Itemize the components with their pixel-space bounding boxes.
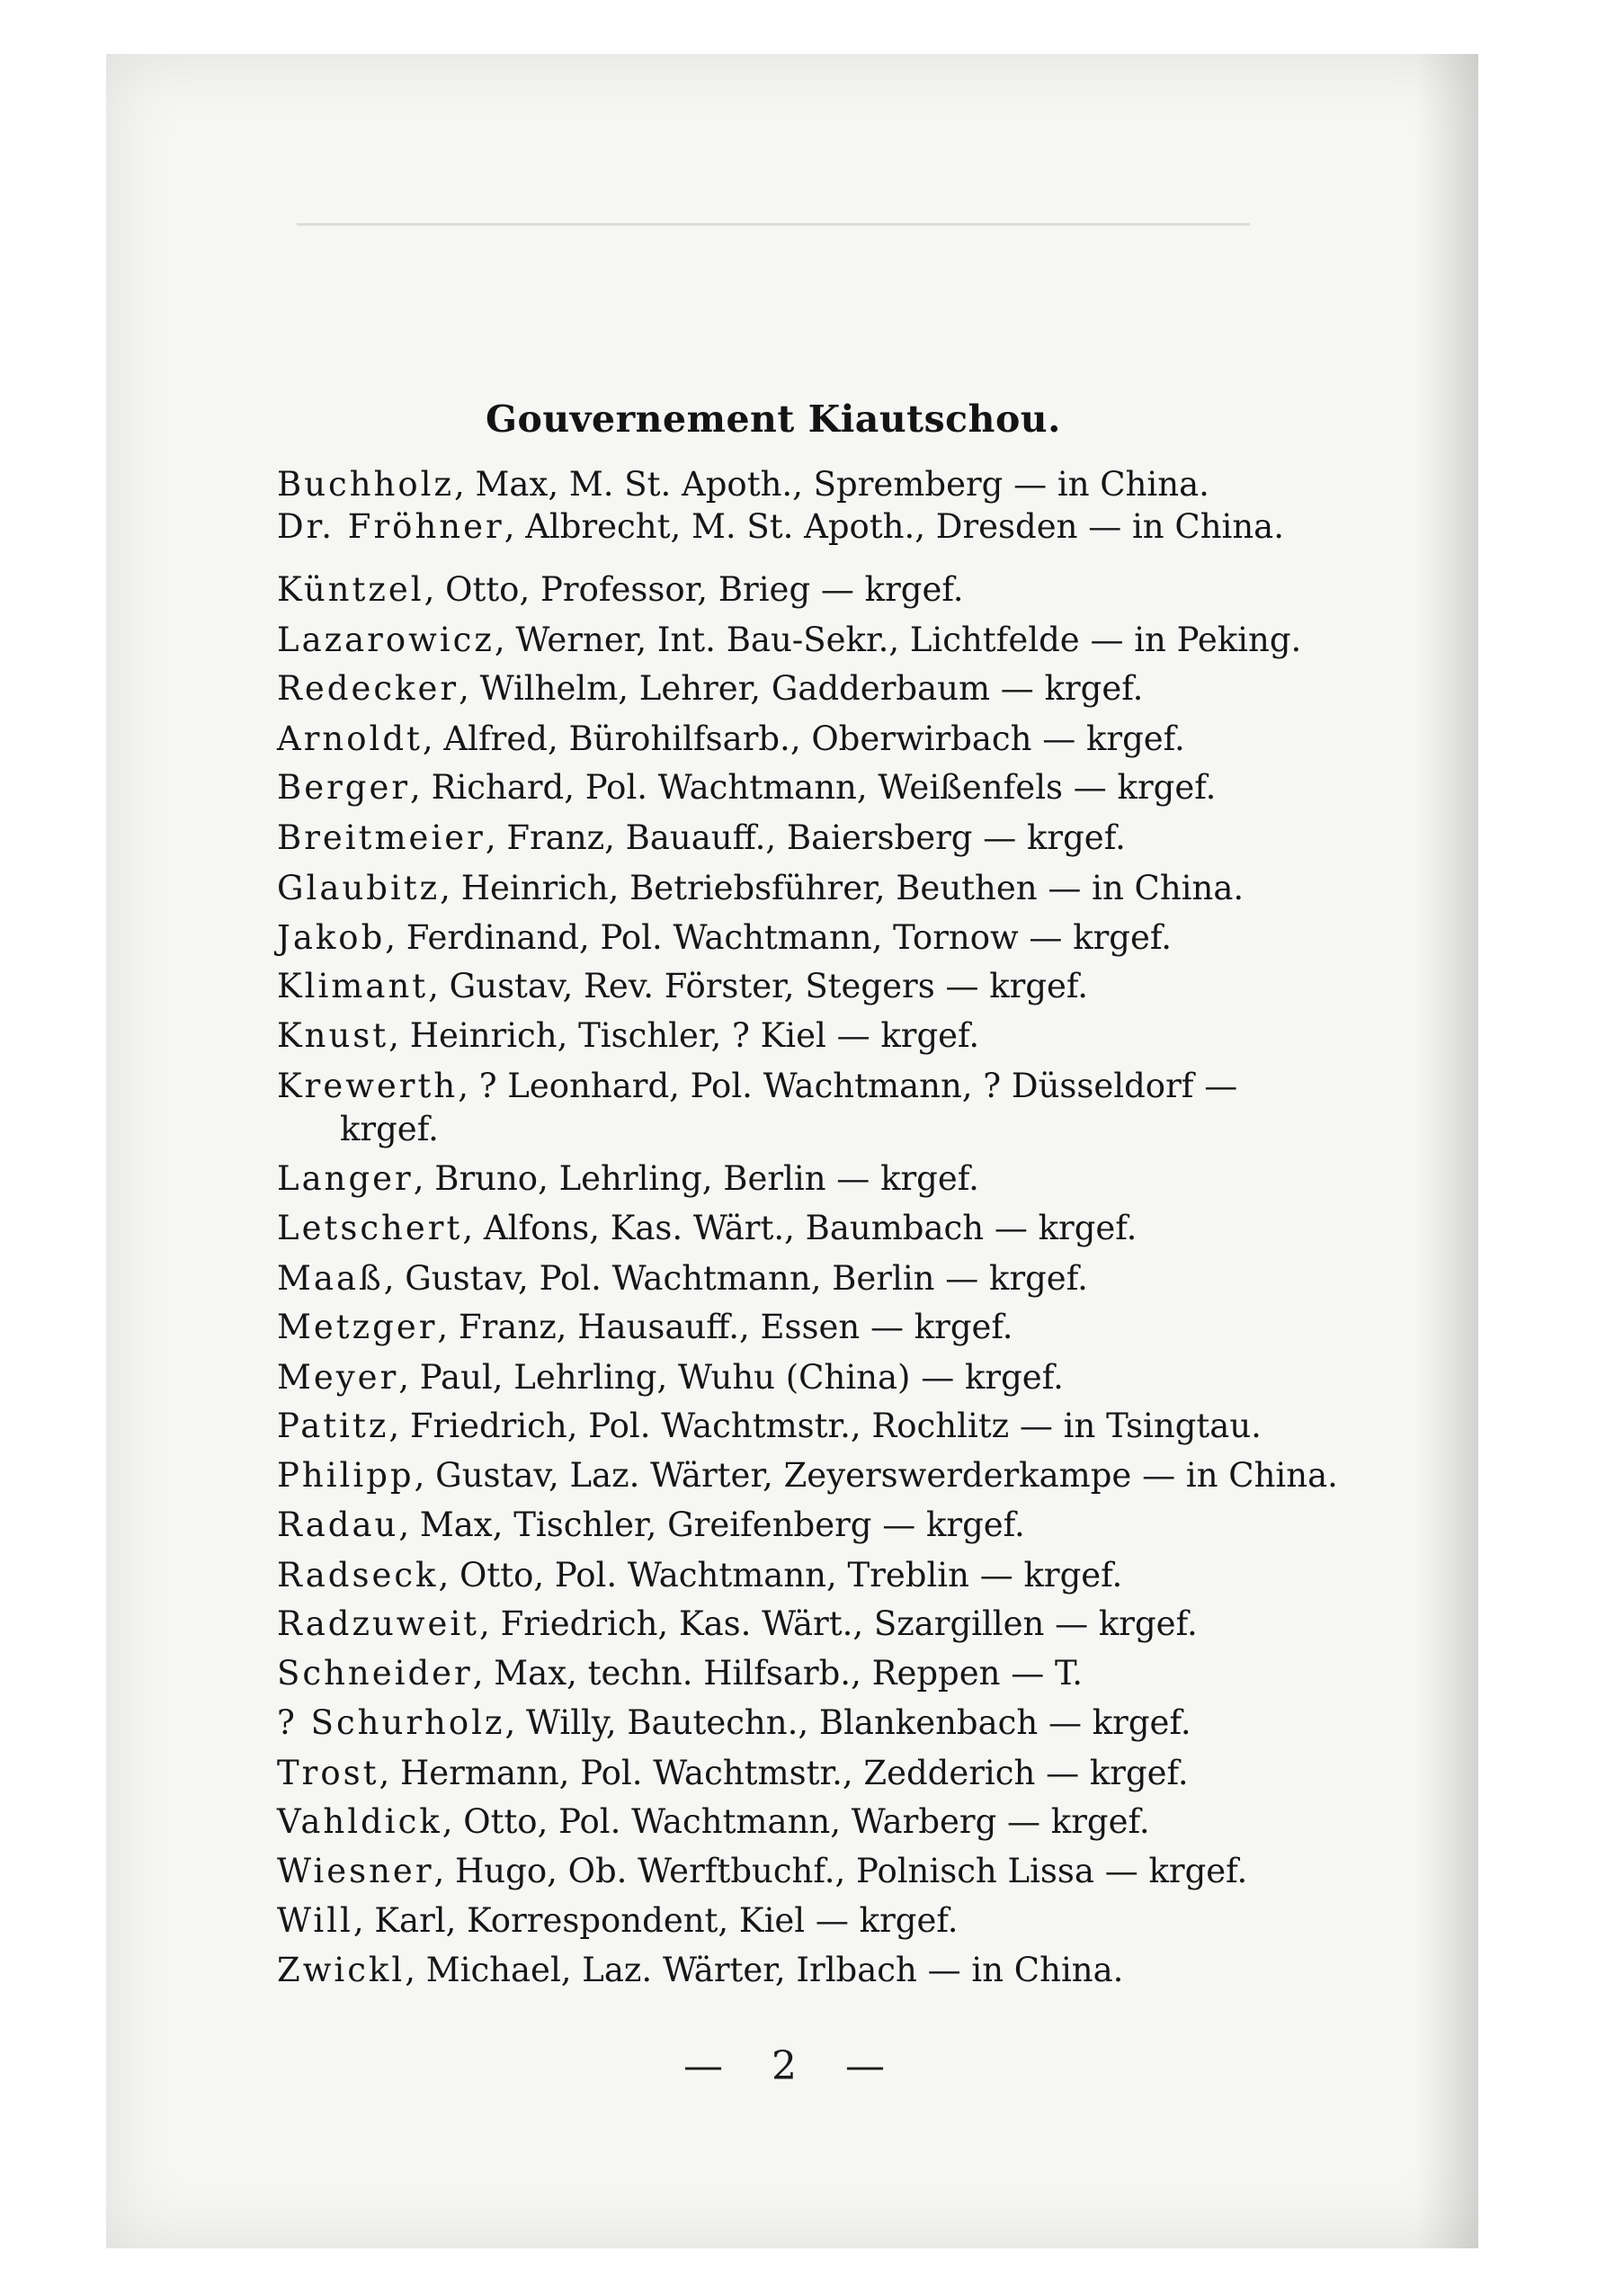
section-heading: Gouvernement Kiautschou. bbox=[486, 398, 1061, 441]
entry-details: , Otto, Professor, Brieg — krgef. bbox=[424, 570, 964, 609]
entry-surname: Will bbox=[277, 1901, 353, 1940]
entry-surname: Arnoldt bbox=[277, 719, 423, 758]
entry-details: , Heinrich, Tischler, ? Kiel — krgef. bbox=[388, 1016, 980, 1055]
entry-surname: Klimant bbox=[277, 967, 429, 1005]
list-item bbox=[277, 1505, 1025, 1544]
entry-surname: Küntzel bbox=[277, 570, 424, 609]
entry-details: , Max, techn. Hilfsarb., Reppen — T. bbox=[472, 1654, 1083, 1693]
entry-continuation: krgef. bbox=[340, 1110, 439, 1148]
entry-details: , Michael, Laz. Wärter, Irlbach — in China. bbox=[405, 1951, 1124, 1989]
entry-surname: Glaubitz bbox=[277, 869, 441, 907]
entry-details: , Karl, Korrespondent, Kiel — krgef. bbox=[352, 1901, 959, 1940]
list-item bbox=[277, 1654, 1083, 1693]
entry-surname: Jakob bbox=[277, 918, 386, 957]
entry-surname: Maaß bbox=[277, 1259, 384, 1298]
entry-details: , Hermann, Pol. Wachtmstr., Zedderich — krgef. bbox=[379, 1754, 1189, 1792]
entry-surname: ? Schurholz bbox=[277, 1703, 505, 1742]
list-item bbox=[277, 719, 1185, 758]
entry-details: , Werner, Int. Bau-Sekr., Lichtfelde — in Peking. bbox=[494, 621, 1302, 659]
entry-details: , Friedrich, Pol. Wachtmstr., Rochlitz — in Tsingtau. bbox=[388, 1407, 1262, 1445]
entry-details: , Max, Tischler, Greifenberg — krgef. bbox=[398, 1505, 1025, 1544]
entry-details: , Heinrich, Betriebsführer, Beuthen — in China. bbox=[440, 869, 1245, 907]
list-item bbox=[277, 1259, 1088, 1298]
list-item bbox=[277, 1358, 1064, 1397]
entry-surname: Knust bbox=[277, 1016, 389, 1055]
entry-details: , Gustav, Laz. Wärter, Zeyerswerderkampe — in China. bbox=[414, 1456, 1338, 1495]
entry-details: , ? Leonhard, Pol. Wachtmann, ? Düsseldorf — bbox=[458, 1067, 1238, 1105]
entry-details: , Gustav, Pol. Wachtmann, Berlin — krgef. bbox=[383, 1259, 1088, 1298]
entry-details: , Ferdinand, Pol. Wachtmann, Tornow — krgef. bbox=[385, 918, 1173, 957]
entry-details: , Albrecht, M. St. Apoth., Dresden — in China. bbox=[504, 507, 1285, 546]
entry-details: , Alfons, Kas. Wärt., Baumbach — krgef. bbox=[462, 1209, 1138, 1247]
entry-surname: Lazarowicz bbox=[277, 621, 495, 659]
entry-surname: Redecker bbox=[277, 669, 459, 708]
entry-surname: Langer bbox=[277, 1159, 414, 1198]
entry-details: , Willy, Bautechn., Blankenbach — krgef. bbox=[504, 1703, 1191, 1742]
list-item bbox=[277, 1901, 959, 1940]
list-item bbox=[277, 570, 964, 609]
list-item bbox=[277, 1211, 1137, 1245]
page-number: — 2 — bbox=[683, 2043, 903, 2089]
entry-surname: Metzger bbox=[277, 1308, 438, 1346]
entry-surname: Zwickl bbox=[277, 1951, 406, 1989]
list-item bbox=[277, 1756, 1189, 1790]
list-item bbox=[277, 1802, 1150, 1841]
entry-details: , Max, M. St. Apoth., Spremberg — in China. bbox=[454, 465, 1209, 504]
list-item bbox=[277, 1310, 1013, 1344]
entry-surname: Meyer bbox=[277, 1358, 399, 1397]
entry-surname: Radseck bbox=[277, 1556, 439, 1595]
list-item bbox=[277, 768, 1217, 807]
entry-surname: Wiesner bbox=[277, 1852, 434, 1890]
list-item bbox=[277, 871, 1244, 905]
entry-surname: Philipp bbox=[277, 1456, 415, 1495]
entry-surname: Berger bbox=[277, 768, 411, 807]
entry-details: , Friedrich, Kas. Wärt., Szargillen — krgef. bbox=[479, 1604, 1198, 1643]
entry-details: , Wilhelm, Lehrer, Gadderbaum — krgef. bbox=[459, 669, 1144, 708]
entry-surname: Vahldick bbox=[277, 1802, 442, 1841]
entry-details: , Franz, Hausauff., Essen — krgef. bbox=[437, 1308, 1013, 1346]
list-item bbox=[277, 969, 1088, 1003]
list-item bbox=[277, 623, 1301, 657]
list-item bbox=[277, 1703, 1191, 1742]
entry-details: , Franz, Bauauff., Baiersberg — krgef. bbox=[485, 818, 1126, 857]
entry-surname: Buchholz bbox=[277, 465, 455, 504]
list-item bbox=[277, 1159, 979, 1198]
entry-surname: Krewerth bbox=[277, 1067, 459, 1105]
entry-surname: Radau bbox=[277, 1505, 399, 1544]
list-item bbox=[277, 465, 1209, 504]
entry-surname: Radzuweit bbox=[277, 1604, 480, 1643]
list-item bbox=[277, 1016, 980, 1055]
list-item bbox=[277, 1067, 1238, 1148]
entry-surname: Letschert bbox=[277, 1209, 463, 1247]
entry-surname: Breitmeier bbox=[277, 818, 486, 857]
list-item bbox=[277, 1556, 1123, 1595]
entry-details: , Otto, Pol. Wachtmann, Treblin — krgef. bbox=[438, 1556, 1123, 1595]
entry-details: , Otto, Pol. Wachtmann, Warberg — krgef. bbox=[442, 1802, 1150, 1841]
list-item bbox=[277, 1409, 1262, 1443]
entry-details: , Alfred, Bürohilfsarb., Oberwirbach — krgef. bbox=[422, 719, 1185, 758]
entry-surname: Schneider bbox=[277, 1654, 473, 1693]
entry-details: , Richard, Pol. Wachtmann, Weißenfels — krgef. bbox=[410, 768, 1217, 807]
list-item bbox=[277, 1604, 1198, 1643]
entry-surname: Patitz bbox=[277, 1407, 389, 1445]
entry-details: , Paul, Lehrling, Wuhu (China) — krgef. bbox=[398, 1358, 1064, 1397]
entry-surname: Dr. Fröhner bbox=[277, 507, 504, 546]
list-item bbox=[277, 818, 1126, 857]
list-item bbox=[277, 1456, 1338, 1495]
list-item bbox=[277, 918, 1173, 957]
list-item bbox=[277, 1854, 1247, 1888]
entry-surname: Trost bbox=[277, 1754, 379, 1792]
entry-details: , Gustav, Rev. Förster, Stegers — krgef. bbox=[428, 967, 1089, 1005]
list-item bbox=[277, 507, 1285, 546]
list-item bbox=[277, 669, 1144, 708]
entry-details: , Bruno, Lehrling, Berlin — krgef. bbox=[413, 1159, 979, 1198]
list-item bbox=[277, 1953, 1123, 1987]
entry-details: , Hugo, Ob. Werftbuchf., Polnisch Lissa — krgef. bbox=[433, 1852, 1248, 1890]
